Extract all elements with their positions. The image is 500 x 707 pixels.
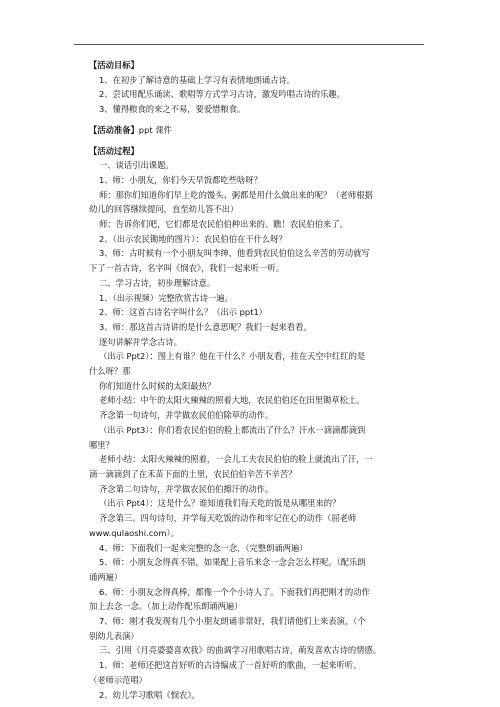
process-line: 老师小结：太阳火辣辣的照着，一会儿工夫农民伯伯的脸上就流出了汗，一: [99, 454, 373, 465]
process-line: 师：那你们知道你们早上吃的馒头、粥都是用什么做出来的呢？（老师根据: [99, 189, 373, 200]
process-line: （出示 Ppt2）：图上有谁？他在干什么？小朋友看，挂在天空中红红的是: [99, 351, 366, 362]
process-line: 二、学习古诗，初步理解诗意。: [99, 277, 216, 288]
process-line: 老师小结：中午的太阳火辣辣的照着大地，农民伯伯还在田里锄草松土。: [99, 395, 365, 406]
process-line: 齐念第二句诗句，并学做农民伯伯擦汗的动作。: [99, 483, 274, 494]
process-line: 下了一首古诗，名字叫《悯农》，我们一起来听一听。: [89, 263, 284, 274]
header-rule: [74, 44, 424, 45]
process-heading: 【活动过程】: [89, 145, 139, 156]
process-line: 齐念第三、四句诗句，并学每天吃饭的动作和牢记在心的动作（屈老师: [99, 513, 357, 524]
process-line: 师：告诉你们吧，它们都是农民伯伯种出来的。瞧！农民伯伯来了。: [99, 219, 348, 230]
process-line: 3、师：那这首古诗讲的是什么意思呢？我们一起来看看。: [99, 321, 312, 332]
process-line: 2、（出示农民锄地的图片）：农民伯伯在干什么呀？: [99, 233, 287, 244]
goals-heading: 【活动目标】: [89, 60, 139, 70]
process-list: [89, 158, 425, 702]
process-line: 什么呀？那: [89, 366, 131, 377]
process-line: 哪里？: [89, 439, 114, 450]
process-line: 三、引用《月亮婆婆喜欢我》的曲调学习用歌唱古诗，萌发喜欢古诗的情感。: [99, 645, 382, 656]
goal-item: 3、懂得粮食的来之不易，要爱惜粮食。: [99, 104, 246, 115]
process-line: （出示 Ppt3）：你们看农民伯伯的脸上都流出了什么？汗水一滴滴都滴到: [99, 424, 366, 435]
process-line: 你们知道什么时候的太阳最热？: [99, 380, 216, 391]
process-line: 别幼儿表演）: [89, 630, 139, 641]
process-line: 3、师：古时候有一个小朋友叫李绅，他看到农民伯伯这么辛苦的劳动就写: [99, 248, 370, 259]
process-line: 1、师：老师还把这首好听的古诗编成了一首好听的歌曲，一起来听听。: [99, 660, 362, 671]
process-line: 7、师：刚才我发现有几个小朋友朗诵非常好，我们请他们上来表演，（个: [99, 616, 366, 627]
process-line: 4、师：下面我们一起来完整的念一念，（完整朗诵两遍）: [99, 542, 308, 553]
process-line: 1、（出示视频）完整欣赏古诗一遍。: [99, 292, 233, 303]
process-line: 一、谈话引出课题。: [99, 160, 174, 171]
process-line: 5、师：小朋友念得真不错，如果配上音乐来念一念会怎么样呢。（配乐朗: [99, 557, 366, 568]
process-line: 6、师：小朋友念得真棒，都像一个个小诗人了。下面我们再把刚才的动作: [99, 586, 370, 597]
process-line: （老师示范唱）: [89, 674, 148, 685]
process-line: 逐句讲解并学念古诗。: [99, 336, 182, 347]
process-line: 滴一滴滴到了在禾苗下面的土里，农民伯伯辛苦不辛苦？: [89, 468, 297, 479]
document-body: [89, 58, 425, 702]
process-line: 诵两遍）: [89, 571, 123, 582]
prep-heading: 【活动准备】: [89, 124, 139, 135]
process-line: （出示 Ppt4）：这是什么？谁知道我们每天吃的饭是从哪里来的？: [99, 498, 341, 509]
process-line: 2、师：这首古诗名字叫什么？（出示 ppt1）: [99, 307, 268, 318]
process-line: 2、幼儿学习歌唱《悯农》。: [99, 689, 200, 700]
prep-line: [89, 123, 425, 138]
goal-item: 2、尝试用配乐诵读、歌唱等方式学习古诗，激发吟唱古诗的乐趣。: [99, 89, 345, 100]
process-line: 幼儿的回答继续提问，直至幼儿答不出）: [89, 204, 239, 215]
process-line: 1、师：小朋友，你们今天早饭都吃些啥呀？: [99, 174, 262, 185]
process-line: www.qulaoshi.com）。: [89, 527, 179, 538]
process-line: 齐念第一句诗句，并学做农民伯伯除草的动作。: [99, 410, 274, 421]
process-line: 加上去念一念。（加上动作配乐朗诵两遍）: [89, 601, 243, 612]
prep-text: ppt 课件: [138, 124, 172, 135]
goal-item: 1、在初步了解诗意的基础上学习有表情地朗诵古诗。: [99, 74, 296, 85]
